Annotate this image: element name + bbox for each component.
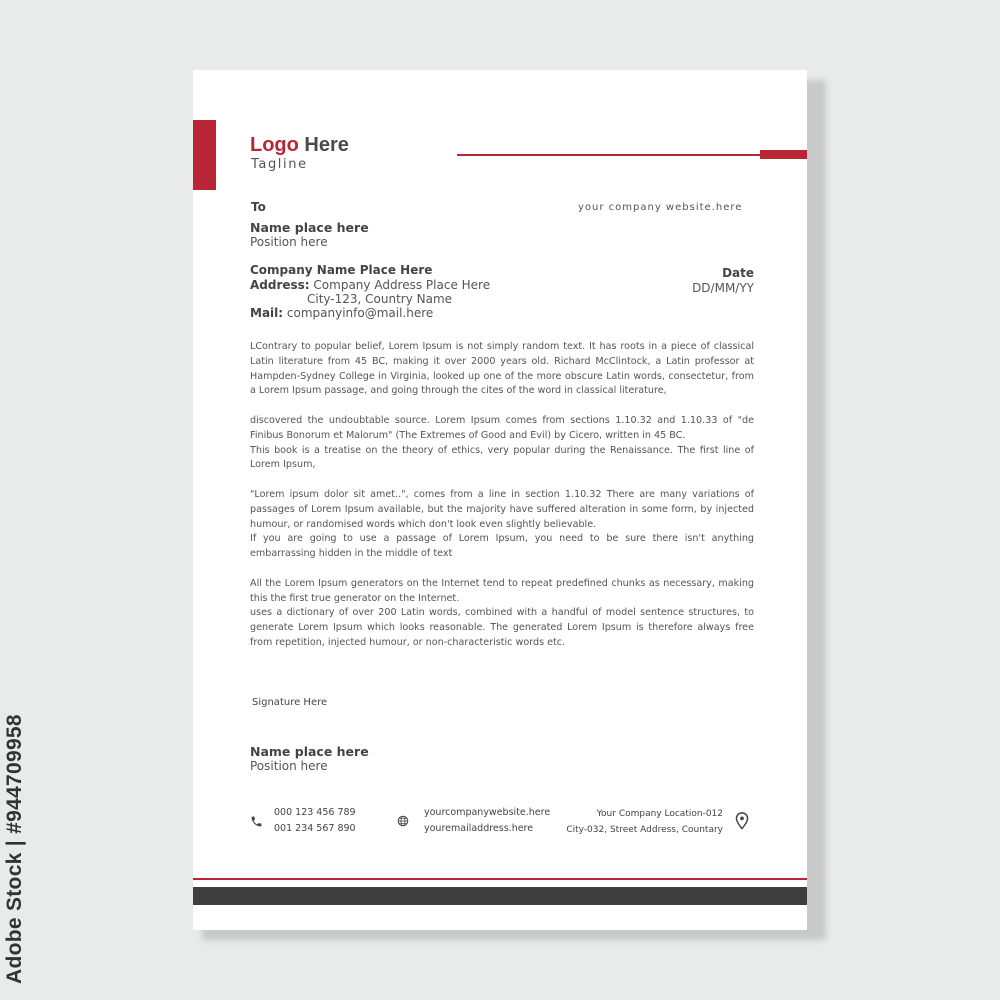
logo-text: Here: [298, 134, 349, 156]
letterhead-page: [193, 70, 807, 930]
body-paragraph-4: [250, 577, 754, 651]
company-address: [250, 278, 490, 292]
phone-2: 001 234 567 890: [274, 823, 356, 834]
recipient-position: Position here: [250, 235, 328, 249]
signer-position: Position here: [250, 759, 328, 773]
header-accent-block: [193, 120, 216, 190]
header-accent-bar: [760, 150, 807, 159]
body-paragraph-2a: discovered the undoubtable source. Lorem Ipsum comes from sections 1.10.32 and 1.10.33 of "de Finibus Bonorum et Malorum" (The Extremes of Good and Evil) by Cicero, written in 45 BC.: [250, 414, 754, 441]
to-label: To: [251, 200, 266, 214]
date-value: DD/MM/YY: [692, 281, 754, 295]
location-line-2: City-032, Street Address, Countary: [566, 825, 723, 835]
body-paragraph-2: [250, 414, 754, 473]
footer-accent-line: [193, 878, 807, 880]
mail-label: Mail:: [250, 306, 284, 320]
footer-phones: [274, 805, 356, 837]
signature-label: Signature Here: [252, 697, 328, 708]
tagline: Tagline: [251, 157, 308, 172]
body-paragraph-3: [250, 488, 754, 562]
header-website: your company website.here: [578, 202, 743, 213]
address-line-2: City-123, Country Name: [307, 292, 453, 306]
company-name: Company Name Place Here: [250, 263, 433, 277]
location-pin-icon: [735, 812, 749, 830]
body-paragraph-3a: "Lorem ipsum dolor sit amet..", comes from a line in section 1.10.32 There are many variations of passages of Lorem Ipsum available, but the majority have suffered alteration in some form, by injected humour, or randomised words which don't look even slightly believable.: [250, 488, 754, 530]
company-mail: [250, 306, 433, 320]
body-paragraph-4a: All the Lorem Ipsum generators on the Internet tend to repeat predefined chunks as necessary, making this the first true generator on the Internet.: [250, 577, 754, 604]
body-paragraph-2b: This book is a treatise on the theory of ethics, very popular during the Renaissance. The first line of Lorem Ipsum,: [250, 444, 754, 471]
address-line-1: Company Address Place Here: [309, 278, 491, 292]
recipient-name: Name place here: [250, 220, 369, 235]
footer-location: [566, 806, 723, 838]
logo-accent-text: Logo: [250, 134, 299, 156]
footer-website: yourcompanywebsite.here: [424, 807, 551, 818]
body-paragraph-1: LContrary to popular belief, Lorem Ipsum is not simply random text. It has roots in a piece of classical Latin literature from 45 BC, making it over 2000 years old. Richard McClintock, a Latin professor at Hampden-Sydney College in Virginia, looked up one of the more obscure Latin words, consectetur, from a Lorem Ipsum passage, and going through the cites of the word in classical literature,: [250, 341, 754, 397]
phone-icon: [250, 815, 263, 828]
letter-body: [250, 340, 754, 666]
stock-id-label: Adobe Stock | #944709958: [3, 714, 26, 984]
location-line-1: Your Company Location-012: [596, 809, 723, 819]
mail-value: companyinfo@mail.here: [283, 306, 434, 320]
header-divider-line: [457, 154, 807, 156]
body-paragraph-3b: If you are going to use a passage of Lorem Ipsum, you need to be sure there isn't anything embarrassing hidden in the middle of text: [250, 533, 754, 560]
footer-web: [424, 805, 550, 837]
body-paragraph-4b: uses a dictionary of over 200 Latin words, combined with a handful of model sentence structures, to generate Lorem Ipsum which looks reasonable. The generated Lorem Ipsum is therefore always free from repetition, injected humour, or non-characteristic words etc.: [250, 607, 754, 648]
footer-email: youremailaddress.here: [424, 823, 534, 834]
globe-icon: [397, 815, 409, 827]
logo: [250, 134, 349, 157]
date-label: Date: [722, 266, 754, 280]
signer-name: Name place here: [250, 744, 369, 759]
address-label: Address:: [250, 278, 310, 292]
phone-1: 000 123 456 789: [274, 807, 356, 818]
footer-dark-bar: [193, 887, 807, 905]
